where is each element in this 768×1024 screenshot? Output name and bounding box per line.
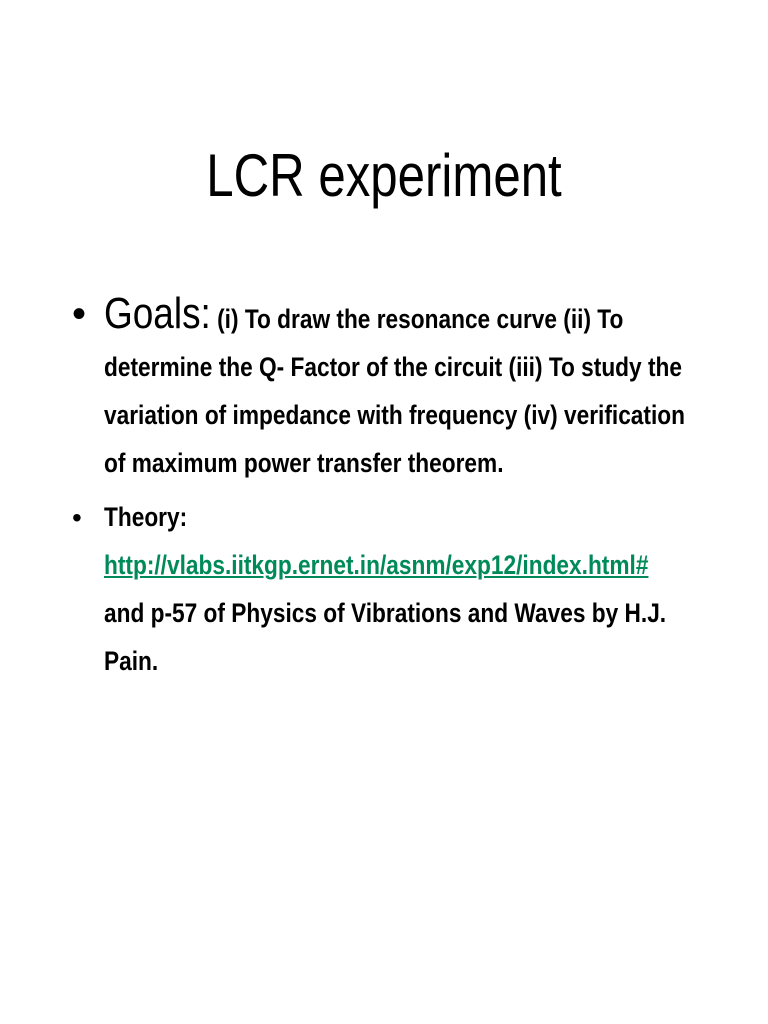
theory-text: and p-57 of Physics of Vibrations and Waves by H.J. Pain.: [104, 598, 667, 676]
slide-title: LCR experiment: [206, 142, 562, 209]
bullet-goals-content: [104, 286, 692, 487]
bullet-dot-icon: •: [72, 292, 87, 336]
bullet-dot-icon: •: [72, 502, 82, 533]
theory-lead: Theory:: [104, 502, 188, 532]
goals-lead: Goals:: [104, 289, 211, 338]
bullet-goals: [72, 286, 692, 487]
bullet-list: [72, 286, 692, 691]
theory-link[interactable]: http://vlabs.iitkgp.ernet.in/asnm/exp12/index.html#: [104, 550, 649, 580]
goals-text: (i) To draw the resonance curve (ii) To determine the Q- Factor of the circuit (iii) To study the variation of impedance with frequency (iv) verification of maximum power transfer theorem.: [104, 304, 685, 478]
bullet-theory: [72, 493, 692, 685]
bullet-theory-content: [104, 493, 692, 685]
